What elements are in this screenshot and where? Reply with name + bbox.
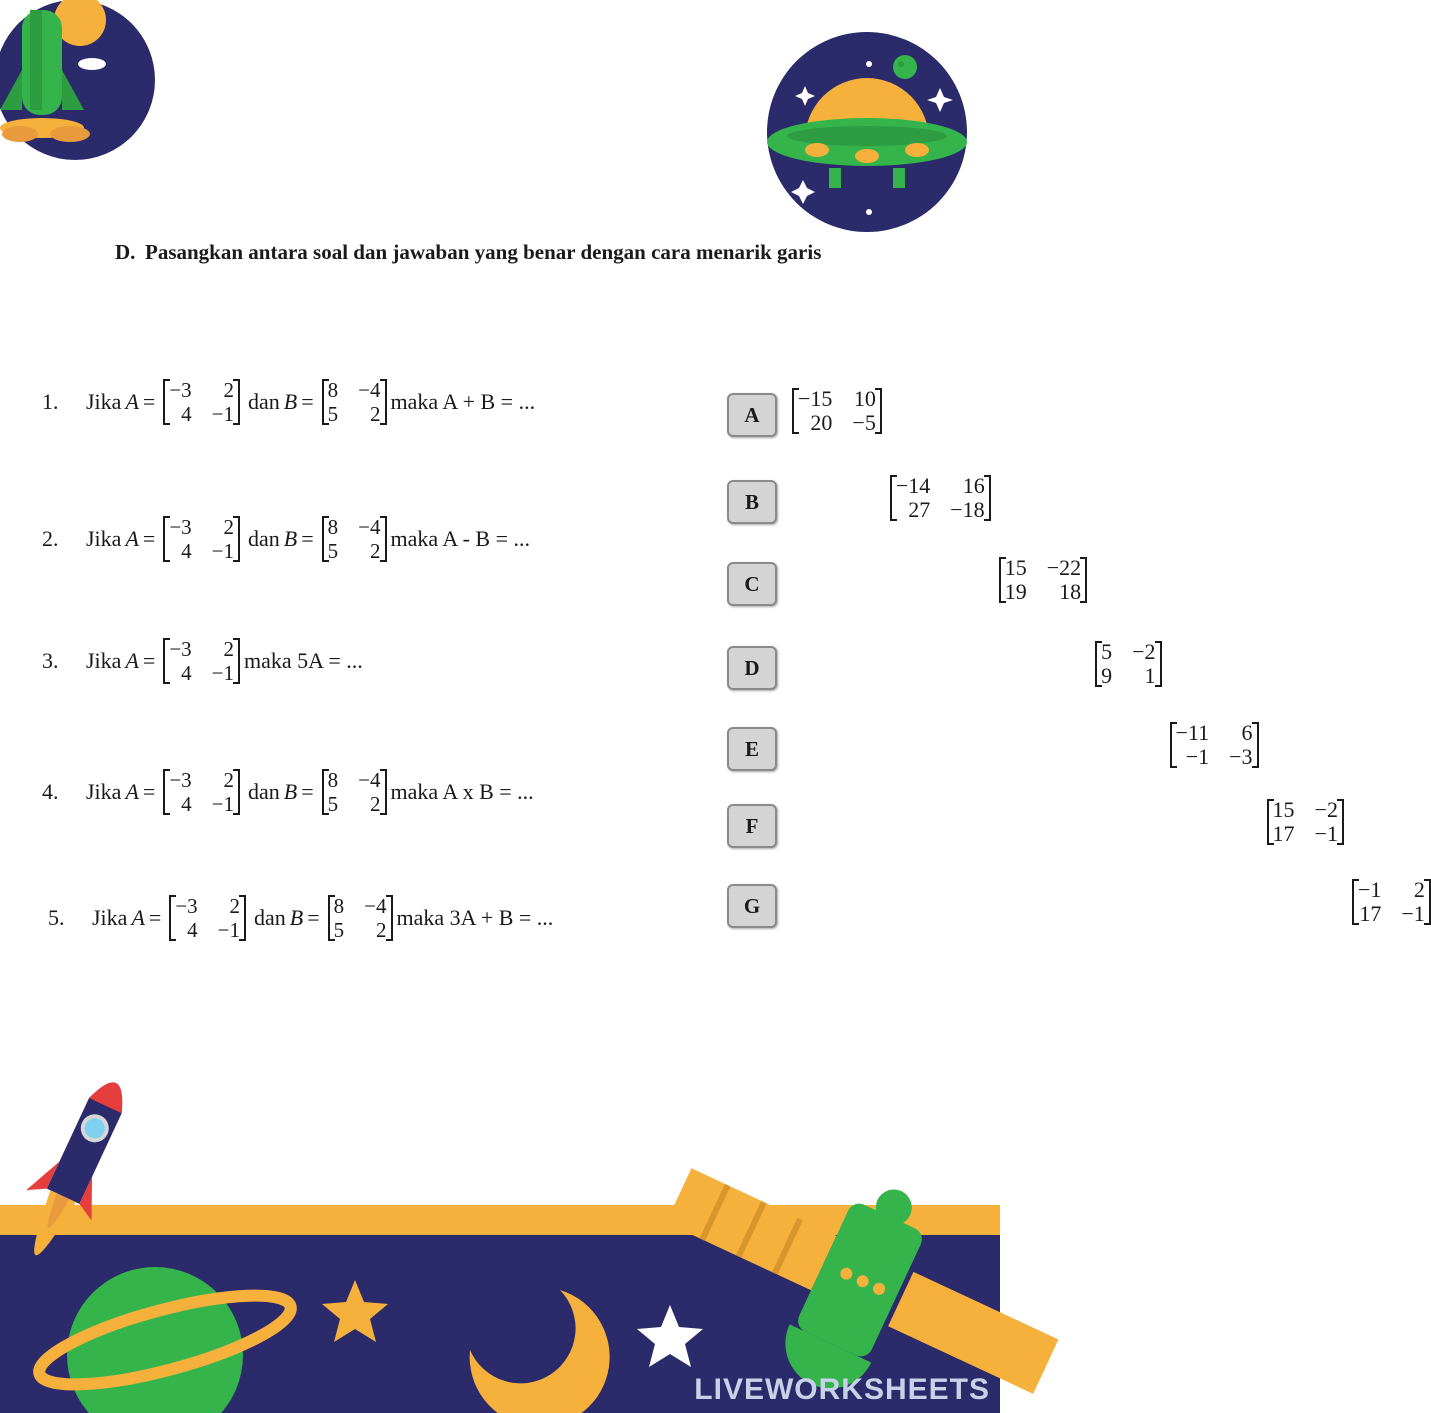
equals-sign: =	[301, 389, 314, 414]
matrix-entry: −4	[358, 515, 381, 539]
question-jika: Jika	[86, 526, 122, 551]
matrix-a-symbol: A	[125, 779, 139, 804]
matrix-entry: −1	[217, 918, 241, 942]
question-dan: dan	[248, 779, 280, 804]
question-jika: Jika	[86, 389, 122, 414]
matrix-entry: 5	[327, 402, 339, 426]
question-number: 2.	[42, 526, 59, 551]
matrix-entry: 4	[181, 539, 192, 563]
matrix-entry: 2	[223, 378, 235, 402]
question-tail: maka 5A = ...	[244, 648, 363, 673]
matrix-entry: 2	[370, 539, 381, 563]
liveworksheets-logo	[694, 1373, 990, 1407]
answer-box-a[interactable]: A	[727, 393, 777, 437]
matrix-a-symbol: A	[125, 389, 139, 414]
matrix-entry: 1	[1144, 663, 1156, 688]
matrix-entry: 4	[181, 792, 192, 816]
instruction-text: Pasangkan antara soal dan jawaban yang benar dengan cara menarik garis	[145, 240, 822, 264]
question-number: 5.	[48, 905, 65, 930]
matrix-entry: −1	[211, 539, 235, 563]
matrix-entry: 19	[1004, 579, 1027, 604]
question-jika: Jika	[86, 648, 122, 673]
matrix-entry: 15	[1004, 555, 1027, 580]
matrix-b	[322, 515, 387, 563]
matrix-entry: −4	[358, 378, 381, 402]
matrix-entry: 8	[327, 768, 339, 792]
equals-sign: =	[142, 526, 156, 551]
matrix-entry: −1	[1401, 901, 1425, 926]
matrix-entry: 17	[1359, 901, 1382, 926]
matrix-a	[163, 515, 240, 563]
equals-sign: =	[142, 648, 156, 673]
question-jika: Jika	[86, 779, 122, 804]
answer-box-e[interactable]: E	[727, 727, 777, 771]
matrix-entry: 6	[1241, 720, 1253, 745]
matrix-entry: 2	[229, 894, 241, 918]
equals-sign: =	[142, 389, 156, 414]
question-tail: maka A - B = ...	[390, 526, 531, 551]
matrix-a-symbol: A	[125, 648, 139, 673]
matrix-entry: 18	[1059, 579, 1082, 604]
question-dan: dan	[254, 905, 286, 930]
matrix-entry: 2	[376, 918, 387, 942]
matrix-entry: −14	[895, 473, 931, 498]
matrix-entry: 4	[187, 918, 198, 942]
matrix-entry: −3	[175, 894, 198, 918]
matrix-entry: −22	[1046, 555, 1082, 580]
matrix-entry: 17	[1272, 821, 1295, 846]
equals-sign: =	[307, 905, 320, 930]
matrix-entry: −1	[211, 792, 235, 816]
question-number: 1.	[42, 389, 59, 414]
matrix-entry: 2	[1413, 877, 1425, 902]
matrix-entry: −3	[1229, 744, 1253, 769]
question-dan: dan	[248, 389, 280, 414]
question-number: 4.	[42, 779, 59, 804]
answer-matrix-d	[1095, 640, 1161, 688]
question-row	[42, 378, 535, 426]
matrix-a-symbol: A	[131, 905, 145, 930]
matrix-entry: −3	[169, 515, 192, 539]
answer-box-b[interactable]: B	[727, 480, 777, 524]
matrix-entry: 4	[181, 661, 192, 685]
matrix-entry: −1	[1357, 877, 1382, 902]
matrix-entry: −1	[211, 661, 235, 685]
equals-sign: =	[301, 526, 314, 551]
matrix-entry: 16	[962, 473, 985, 498]
matrix-entry: −11	[1175, 720, 1210, 745]
top-right-ufo-illustration	[765, 30, 970, 235]
matrix-entry: −2	[1132, 639, 1156, 664]
matrix-entry: 5	[1101, 639, 1113, 664]
matrix-entry: 2	[370, 402, 381, 426]
matrix-entry: −18	[950, 497, 985, 522]
question-tail: maka 3A + B = ...	[396, 905, 554, 930]
section-letter: D.	[115, 240, 136, 264]
matrix-entry: 5	[327, 539, 339, 563]
answer-matrix-e	[1170, 721, 1259, 769]
equals-sign: =	[301, 779, 314, 804]
matrix-entry: 4	[181, 402, 192, 426]
matrix-b	[322, 378, 387, 426]
matrix-a	[169, 894, 246, 942]
answer-box-g[interactable]: G	[727, 884, 777, 928]
matrix-entry: −3	[169, 637, 192, 661]
matrix-entry: 10	[853, 386, 876, 411]
matrix-entry: −15	[798, 386, 833, 411]
question-row	[48, 894, 553, 942]
matrix-b-symbol: B	[283, 389, 298, 414]
matrix-a	[163, 637, 240, 685]
equals-sign: =	[142, 779, 156, 804]
answer-matrix-c	[999, 556, 1087, 604]
matrix-b	[328, 894, 393, 942]
matrix-entry: 2	[370, 792, 381, 816]
answer-matrix-g	[1352, 878, 1431, 926]
matrix-entry: 20	[810, 410, 833, 435]
matrix-entry: 2	[223, 768, 235, 792]
matrix-entry: 8	[333, 894, 345, 918]
matrix-entry: −4	[358, 768, 381, 792]
question-row	[42, 515, 530, 563]
matrix-entry: 9	[1101, 663, 1113, 688]
matrix-entry: −5	[852, 410, 876, 435]
instruction	[115, 238, 880, 267]
matrix-entry: 2	[223, 637, 235, 661]
matrix-entry: 8	[327, 515, 339, 539]
answer-matrix-b	[890, 474, 991, 522]
question-number: 3.	[42, 648, 59, 673]
matrix-entry: 5	[333, 918, 345, 942]
matrix-b-symbol: B	[289, 905, 304, 930]
matrix-entry: −3	[169, 378, 192, 402]
matrix-entry: −3	[169, 768, 192, 792]
top-left-rocket-illustration	[0, 0, 160, 180]
matrix-entry: −4	[364, 894, 387, 918]
matrix-entry: −2	[1314, 797, 1338, 822]
matrix-b-symbol: B	[283, 526, 298, 551]
answer-matrix-f	[1267, 798, 1344, 846]
question-dan: dan	[248, 526, 280, 551]
question-tail: maka A + B = ...	[390, 389, 536, 414]
matrix-entry: 27	[908, 497, 931, 522]
answer-box-d[interactable]: D	[727, 646, 777, 690]
matrix-a-symbol: A	[125, 526, 139, 551]
matrix-entry: −1	[1185, 744, 1210, 769]
matrix-entry: 8	[327, 378, 339, 402]
bottom-space-scene-illustration	[0, 1040, 1000, 1413]
matrix-entry: −1	[1314, 821, 1338, 846]
matrix-a	[163, 378, 240, 426]
matrix-b-symbol: B	[283, 779, 298, 804]
matrix-entry: 2	[223, 515, 235, 539]
matrix-a	[163, 768, 240, 816]
answer-box-c[interactable]: C	[727, 562, 777, 606]
matrix-b	[322, 768, 387, 816]
question-row	[42, 768, 534, 816]
answer-matrix-a	[792, 387, 882, 435]
question-tail: maka A x B = ...	[390, 779, 534, 804]
question-jika: Jika	[92, 905, 128, 930]
question-row	[42, 637, 363, 685]
logo-text: LIVEWORKSHEETS	[694, 1373, 990, 1406]
matrix-entry: 15	[1272, 797, 1295, 822]
equals-sign: =	[148, 905, 162, 930]
matrix-entry: −1	[211, 402, 235, 426]
matrix-entry: 5	[327, 792, 339, 816]
answer-box-f[interactable]: F	[727, 804, 777, 848]
